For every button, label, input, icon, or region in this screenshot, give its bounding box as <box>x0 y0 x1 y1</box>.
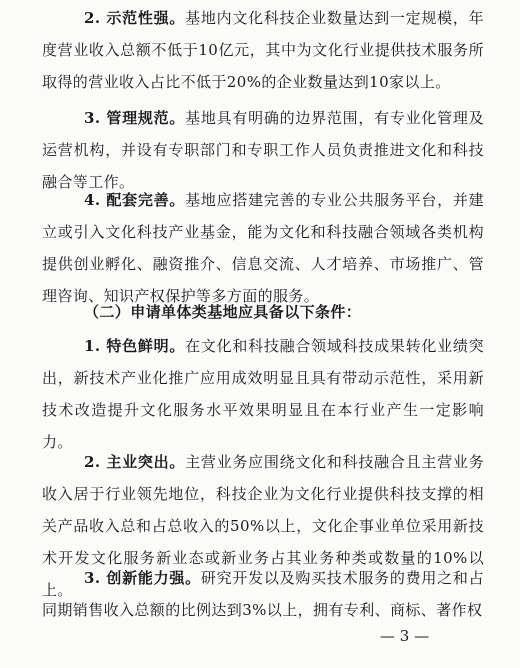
section-subheading: （二）申请单体类基地应具备以下条件： <box>84 303 362 321</box>
paragraph-body: 主营业务应围绕文化和科技融合且主营业务收入居于行业领先地位，科技企业为文化行业提供科技支撑的相关产品收入总和占总收入的50%以上，文化企事业单位采用新技术开发文化服务新业态或新业务占其业务种类或数量的10%以上。 <box>42 453 484 599</box>
paragraph-heading: 2. 示范性强。 <box>84 9 186 27</box>
paragraph-body: 基地应搭建完善的专业公共服务平台，并建立或引入文化科技产业基金，能为文化和科技融合领域各类机构提供创业孵化、融资推介、信息交流、人才培养、市场推广、管理咨询、知识产权保护等多方面的服务。 <box>42 191 484 305</box>
paragraph-demonstrative <box>42 2 484 98</box>
paragraph-body: 研究开发以及购买技术服务的费用之和占同期销售收入总额的比例达到3%以上，拥有专利、商标、著作权 <box>42 569 485 619</box>
paragraph-supporting-facilities <box>42 184 484 312</box>
paragraph-body: 基地具有明确的边界范围，有专业化管理及运营机构，并设有专职部门和专职工作人员负责推进文化和科技融合等工作。 <box>42 109 484 191</box>
page-number: — 3 — <box>380 627 430 645</box>
paragraph-heading: 1. 特色鲜明。 <box>84 337 186 355</box>
paragraph-heading: 3. 管理规范。 <box>84 109 186 127</box>
paragraph-body: 在文化和科技融合领域科技成果转化业绩突出，新技术产业化推广应用成效明显且具有带动示范性，采用新技术改造提升文化服务水平效果明显且在本行业产生一定影响力。 <box>42 337 484 451</box>
paragraph-distinctive-features <box>42 330 484 458</box>
paragraph-heading: 2. 主业突出。 <box>84 453 186 471</box>
paragraph-heading: 4. 配套完善。 <box>84 191 186 209</box>
paragraph-body: 基地内文化科技企业数量达到一定规模，年度营业收入总额不低于10亿元，其中为文化行业提供技术服务所取得的营业收入占比不低于20%的企业数量达到10家以上。 <box>42 9 484 91</box>
paragraph-heading: 3. 创新能力强。 <box>84 569 201 587</box>
paragraph-innovation <box>42 562 484 626</box>
